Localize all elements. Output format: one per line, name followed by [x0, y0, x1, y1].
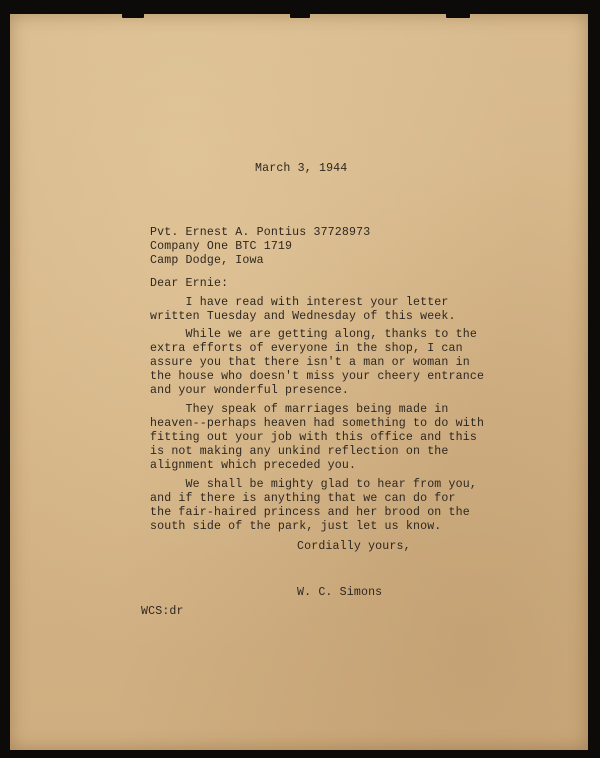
text-line: They speak of marriages being made in: [150, 403, 449, 416]
punch-hole: [122, 13, 144, 18]
text-line: While we are getting along, thanks to the: [150, 328, 477, 341]
text-line: heaven--perhaps heaven had something to do with: [150, 417, 485, 430]
text-line: I have read with interest your letter: [150, 296, 449, 309]
text-line: assure you that there isn't a man or woman in: [150, 356, 470, 369]
text-line: written Tuesday and Wednesday of this week.: [150, 310, 456, 323]
recipient-unit: Company One BTC 1719: [150, 240, 293, 253]
text-line: fitting out your job with this office and this: [150, 431, 477, 444]
text-line: is not making any unkind reflection on the: [150, 445, 449, 458]
typist-initials: WCS:dr: [141, 605, 184, 618]
letter-date: March 3, 1944: [255, 162, 348, 175]
recipient-name: Pvt. Ernest A. Pontius 37728973: [150, 226, 371, 239]
recipient-location: Camp Dodge, Iowa: [150, 254, 264, 267]
text-line: south side of the park, just let us know.: [150, 520, 442, 533]
text-line: and if there is anything that we can do for: [150, 492, 456, 505]
salutation: Dear Ernie:: [150, 277, 229, 290]
punch-hole: [290, 13, 310, 18]
punch-hole: [446, 13, 470, 18]
text-line: the fair-haired princess and her brood on the: [150, 506, 470, 519]
text-line: the house who doesn't miss your cheery entrance: [150, 370, 485, 383]
text-line: We shall be mighty glad to hear from you,: [150, 478, 477, 491]
text-line: extra efforts of everyone in the shop, I can: [150, 342, 463, 355]
text-line: and your wonderful presence.: [150, 384, 350, 397]
signature-name: W. C. Simons: [297, 586, 383, 599]
text-line: alignment which preceded you.: [150, 459, 357, 472]
closing: Cordially yours,: [297, 540, 411, 553]
